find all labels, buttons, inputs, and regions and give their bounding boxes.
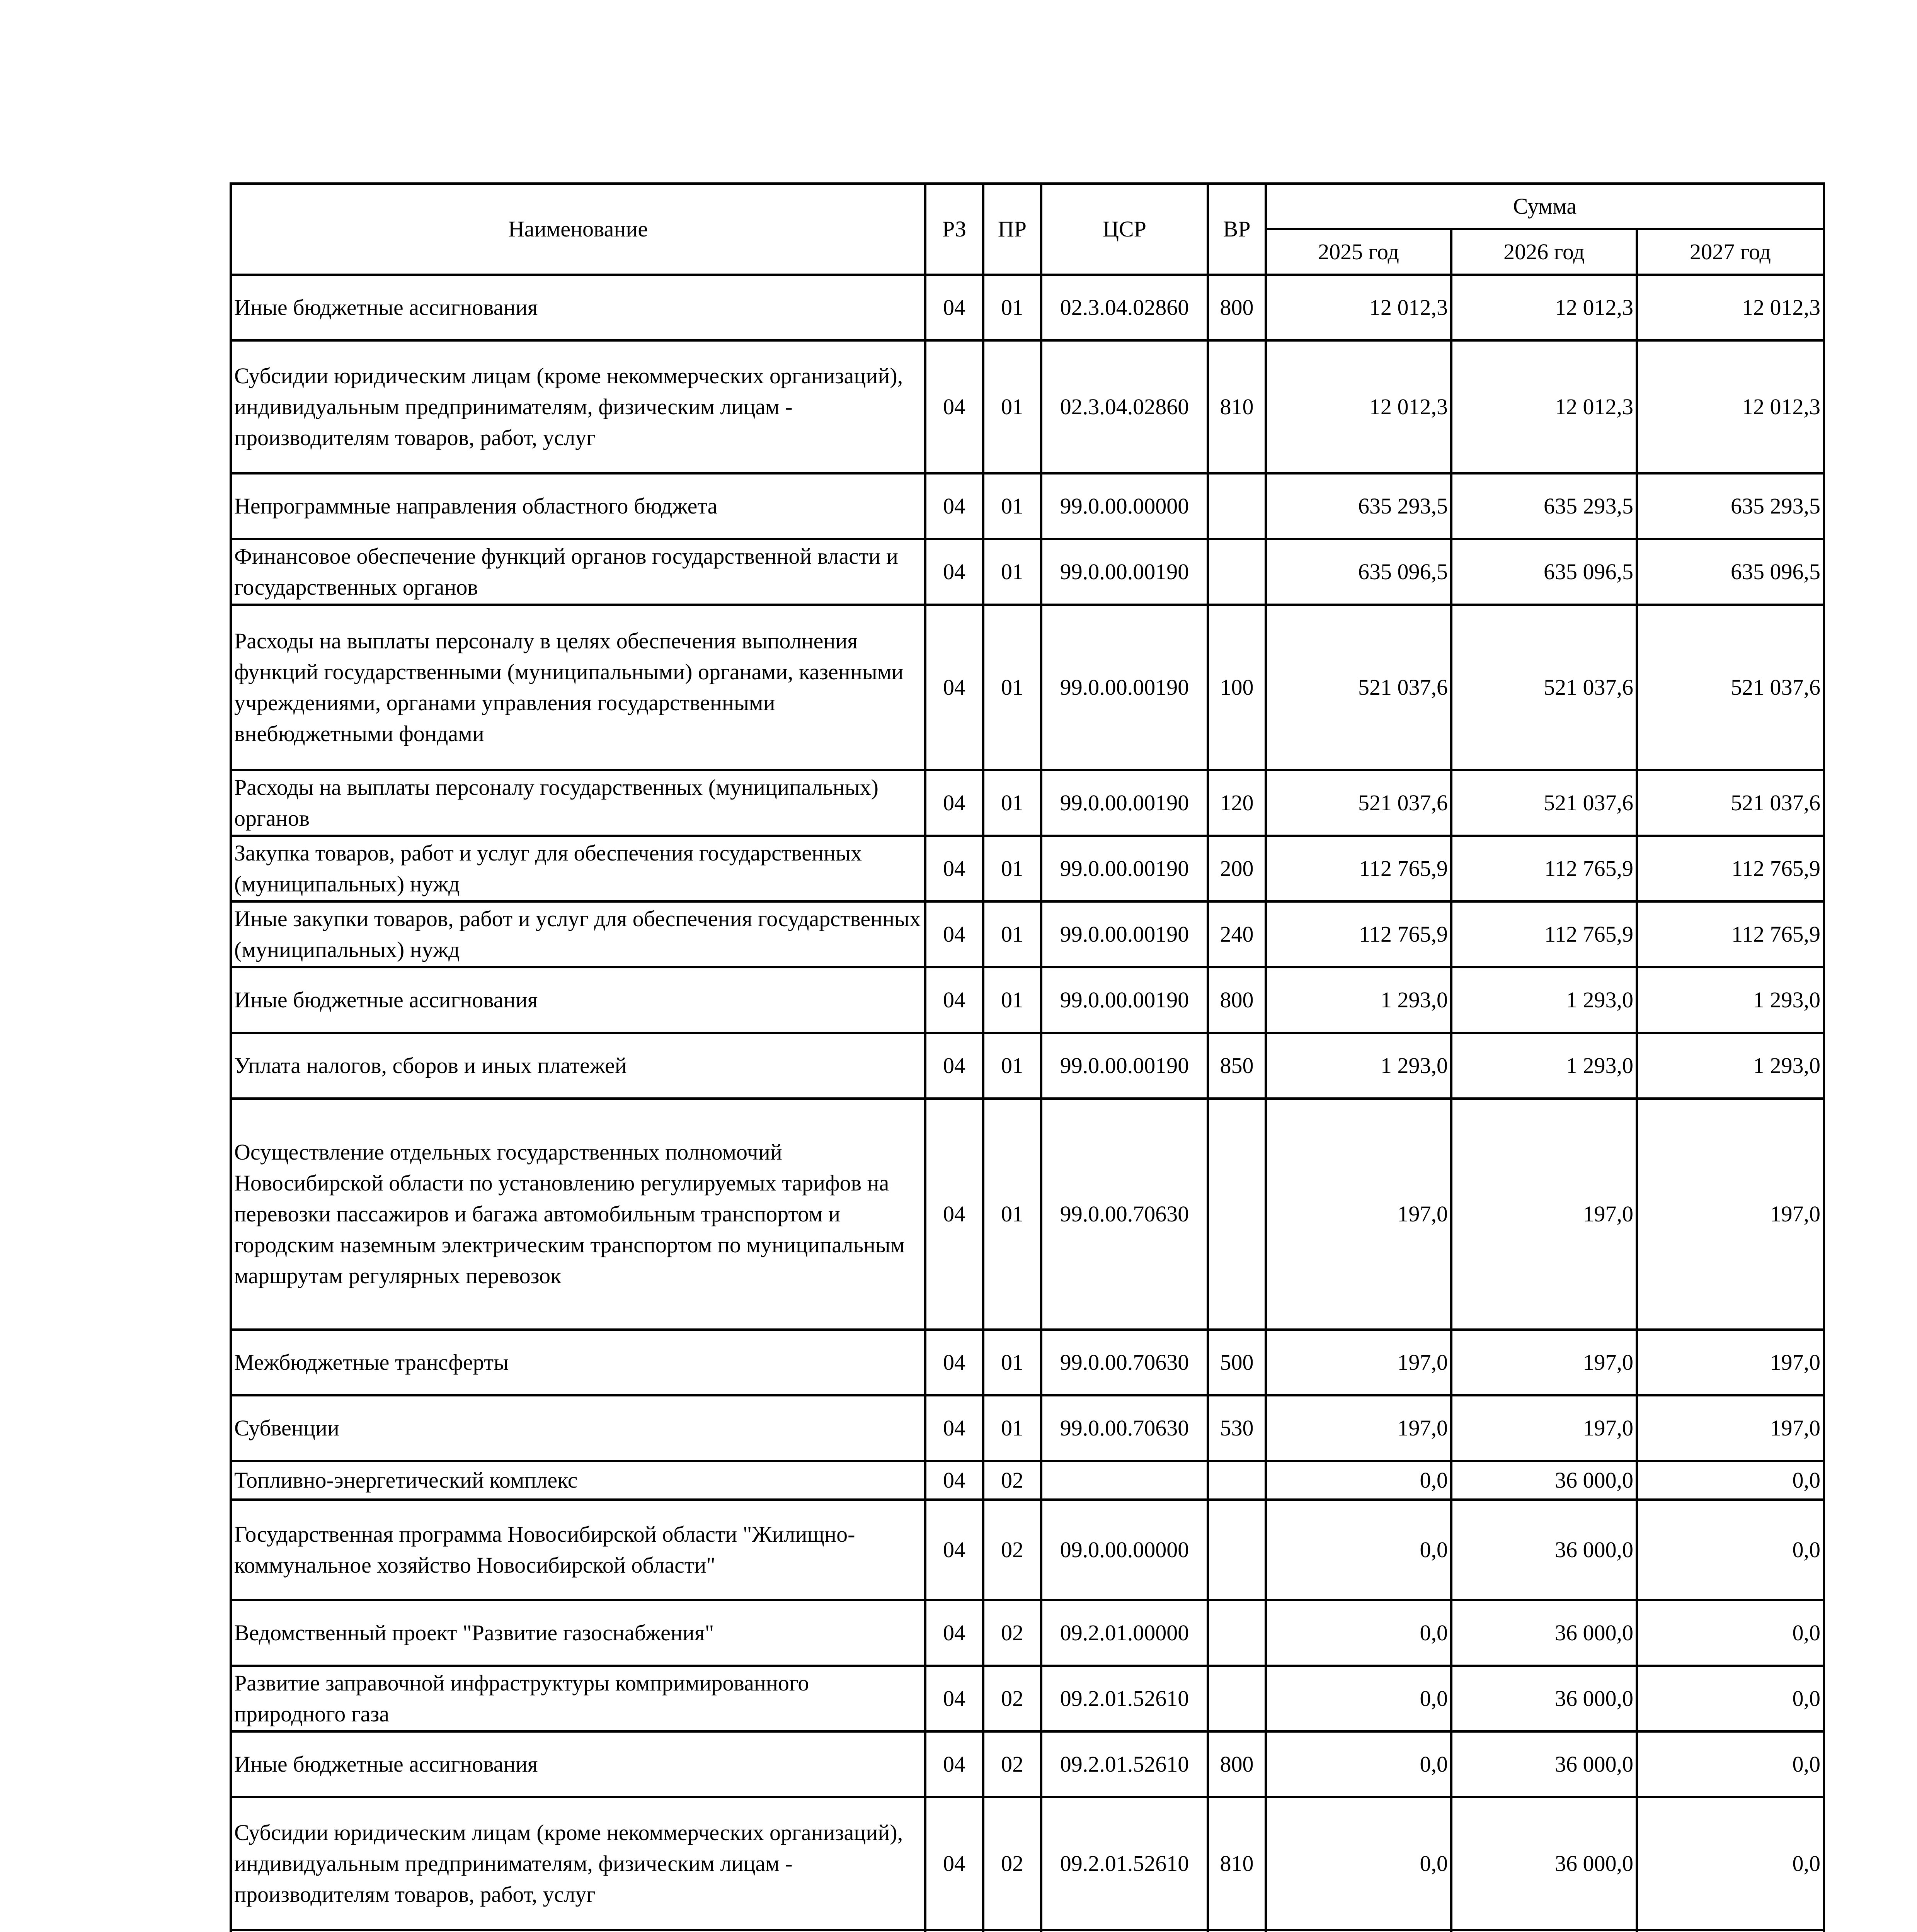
cell-vr [1208,1666,1266,1731]
cell-y2025: 112 765,9 [1266,836,1451,901]
cell-y2027: 0,0 [1637,1600,1824,1666]
cell-vr: 850 [1208,1033,1266,1099]
cell-pr: 01 [983,1330,1041,1395]
cell-name [231,1930,925,1932]
cell-y2027: 0,0 [1637,1461,1824,1500]
cell-name: Иные закупки товаров, работ и услуг для обеспечения государственных (муниципальных) нужд [231,901,925,967]
cell-y2025: 197,0 [1266,1330,1451,1395]
cell-name: Топливно-энергетический комплекс [231,1461,925,1500]
cell-name: Развитие заправочной инфраструктуры компримированного природного газа [231,1666,925,1731]
cell-y2027: 197,0 [1637,1099,1824,1330]
cell-pr: 01 [983,340,1041,473]
cell-y2027: 635 096,5 [1637,539,1824,605]
cell-y2026: 12 012,3 [1451,275,1637,340]
cell-rz: 04 [925,1500,983,1600]
header-pr: ПР [983,184,1041,275]
cell-y2026: 36 000,0 [1451,1500,1637,1600]
cell-name: Закупка товаров, работ и услуг для обеспечения государственных (муниципальных) нужд [231,836,925,901]
cell-y2026: 36 000,0 [1451,1797,1637,1930]
cell-y2026: 635 096,5 [1451,539,1637,605]
cell-csr: 09.2.01.52610 [1041,1731,1208,1797]
cell-csr: 99.0.00.00190 [1041,605,1208,770]
cell-name: Расходы на выплаты персоналу в целях обеспечения выполнения функций государственными (муниципальными) органами, казенными учреждениями, органами управления государственными внебюджетными фондами [231,605,925,770]
cell-vr: 800 [1208,275,1266,340]
cell-y2026: 197,0 [1451,1099,1637,1330]
cell-rz: 04 [925,1033,983,1099]
cell-csr: 09.0.00.00000 [1041,1500,1208,1600]
table-row [231,1600,1824,1666]
cell-vr [1208,1461,1266,1500]
table-row [231,539,1824,605]
cell-y2027: 112 765,9 [1637,836,1824,901]
table-row [231,473,1824,539]
cell-y2027: 0,0 [1637,1797,1824,1930]
cell-y2027: 112 765,9 [1637,901,1824,967]
cell-y2025: 12 012,3 [1266,340,1451,473]
cell-y2027: 197,0 [1637,1330,1824,1395]
cell-vr: 810 [1208,1797,1266,1930]
table-row [231,1461,1824,1500]
cell-name: Иные бюджетные ассигнования [231,1731,925,1797]
cell-y2027: 0,0 [1637,1731,1824,1797]
cell-vr [1208,1930,1266,1932]
cell-y2025: 197,0 [1266,1395,1451,1461]
cell-rz: 04 [925,1330,983,1395]
cell-csr: 02.3.04.02860 [1041,275,1208,340]
header-sum: Сумма [1266,184,1824,229]
cell-csr: 09.2.01.52610 [1041,1797,1208,1930]
cell-y2027: 0,0 [1637,1666,1824,1731]
cell-rz: 04 [925,770,983,836]
cell-y2025: 197,0 [1266,1099,1451,1330]
table-row [231,1930,1824,1932]
cell-vr: 500 [1208,1330,1266,1395]
cell-pr: 01 [983,473,1041,539]
cell-csr: 99.0.00.00190 [1041,836,1208,901]
cell-y2026: 1 293,0 [1451,967,1637,1033]
cell-vr: 240 [1208,901,1266,967]
cell-pr: 02 [983,1666,1041,1731]
cell-csr [1041,1930,1208,1932]
cell-y2025: 12 012,3 [1266,275,1451,340]
cell-y2026: 1 293,0 [1451,1033,1637,1099]
table-body [231,275,1824,1932]
cell-pr: 01 [983,967,1041,1033]
cell-y2027: 12 012,3 [1637,340,1824,473]
cell-vr: 800 [1208,1731,1266,1797]
header-year-2026: 2026 год [1451,229,1637,275]
cell-csr: 99.0.00.00190 [1041,770,1208,836]
cell-csr: 99.0.00.70630 [1041,1330,1208,1395]
cell-pr: 02 [983,1731,1041,1797]
cell-vr [1208,539,1266,605]
cell-name: Непрограммные направления областного бюджета [231,473,925,539]
cell-rz: 04 [925,1731,983,1797]
cell-name: Уплата налогов, сборов и иных платежей [231,1033,925,1099]
cell-rz: 04 [925,539,983,605]
cell-pr: 01 [983,1395,1041,1461]
cell-y2027: 521 037,6 [1637,770,1824,836]
cell-rz: 04 [925,1099,983,1330]
cell-y2026: 36 000,0 [1451,1461,1637,1500]
table-row [231,340,1824,473]
cell-name: Осуществление отдельных государственных полномочий Новосибирской области по установлению регулируемых тарифов на перевозки пассажиров и багажа автомобильным транспортом и городским наземным электрическим транспортом по муниципальным маршрутам регулярных перевозок [231,1099,925,1330]
cell-rz: 04 [925,967,983,1033]
cell-vr: 530 [1208,1395,1266,1461]
cell-pr: 01 [983,1033,1041,1099]
cell-csr: 99.0.00.00190 [1041,967,1208,1033]
cell-pr: 01 [983,605,1041,770]
table-row [231,967,1824,1033]
cell-name: Субвенции [231,1395,925,1461]
header-vr: ВР [1208,184,1266,275]
cell-y2025: 635 096,5 [1266,539,1451,605]
cell-vr: 120 [1208,770,1266,836]
cell-rz: 04 [925,901,983,967]
cell-pr: 01 [983,539,1041,605]
table-row [231,275,1824,340]
cell-csr: 09.2.01.00000 [1041,1600,1208,1666]
cell-name: Расходы на выплаты персоналу государственных (муниципальных) органов [231,770,925,836]
cell-rz: 04 [925,605,983,770]
table-row [231,1033,1824,1099]
cell-y2025: 0,0 [1266,1461,1451,1500]
cell-y2025: 1 293,0 [1266,967,1451,1033]
cell-y2026: 36 000,0 [1451,1600,1637,1666]
cell-y2026: 12 012,3 [1451,340,1637,473]
cell-y2026: 635 293,5 [1451,473,1637,539]
cell-y2026: 36 000,0 [1451,1731,1637,1797]
cell-rz [925,1930,983,1932]
cell-rz: 04 [925,1395,983,1461]
cell-vr [1208,1600,1266,1666]
budget-table [230,182,1825,1932]
cell-y2026: 197,0 [1451,1330,1637,1395]
cell-y2025: 0,0 [1266,1500,1451,1600]
cell-name: Ведомственный проект "Развитие газоснабжения" [231,1600,925,1666]
cell-y2027: 521 037,6 [1637,605,1824,770]
cell-rz: 04 [925,340,983,473]
cell-y2025: 521 037,6 [1266,770,1451,836]
cell-name: Межбюджетные трансферты [231,1330,925,1395]
cell-y2027: 1 293,0 [1637,967,1824,1033]
cell-name: Финансовое обеспечение функций органов государственной власти и государственных органов [231,539,925,605]
cell-name: Субсидии юридическим лицам (кроме некоммерческих организаций), индивидуальным предпринимателям, физическим лицам - производителям товаров, работ, услуг [231,1797,925,1930]
table-row [231,1395,1824,1461]
cell-pr: 01 [983,1099,1041,1330]
table-row [231,901,1824,967]
cell-y2025: 521 037,6 [1266,605,1451,770]
cell-vr [1208,1500,1266,1600]
cell-y2027: 1 293,0 [1637,1033,1824,1099]
cell-y2025: 0,0 [1266,1731,1451,1797]
cell-y2027: 0,0 [1637,1500,1824,1600]
cell-y2027: 12 012,3 [1637,275,1824,340]
cell-y2027: 635 293,5 [1637,473,1824,539]
cell-csr: 02.3.04.02860 [1041,340,1208,473]
cell-pr: 02 [983,1461,1041,1500]
cell-vr: 200 [1208,836,1266,901]
cell-y2026: 112 765,9 [1451,901,1637,967]
cell-name: Государственная программа Новосибирской области "Жилищно-коммунальное хозяйство Новосибирской области" [231,1500,925,1600]
cell-pr [983,1930,1041,1932]
cell-rz: 04 [925,836,983,901]
cell-y2025: 112 765,9 [1266,901,1451,967]
table-row [231,1500,1824,1600]
cell-y2026: 112 765,9 [1451,836,1637,901]
table-row [231,1797,1824,1930]
header-year-2025: 2025 год [1266,229,1451,275]
cell-vr [1208,1099,1266,1330]
cell-pr: 01 [983,275,1041,340]
cell-y2026: 521 037,6 [1451,770,1637,836]
cell-pr: 02 [983,1797,1041,1930]
cell-vr: 800 [1208,967,1266,1033]
cell-y2027: 197,0 [1637,1395,1824,1461]
cell-y2026: 197,0 [1451,1395,1637,1461]
cell-rz: 04 [925,1600,983,1666]
cell-rz: 04 [925,1461,983,1500]
table-row [231,770,1824,836]
cell-y2025 [1266,1930,1451,1932]
cell-csr: 99.0.00.00190 [1041,901,1208,967]
cell-y2025: 0,0 [1266,1797,1451,1930]
cell-y2025: 1 293,0 [1266,1033,1451,1099]
table-row [231,605,1824,770]
cell-csr: 99.0.00.00000 [1041,473,1208,539]
cell-csr: 99.0.00.00190 [1041,1033,1208,1099]
cell-csr [1041,1461,1208,1500]
header-csr: ЦСР [1041,184,1208,275]
cell-y2027 [1637,1930,1824,1932]
cell-vr: 100 [1208,605,1266,770]
table-row [231,1731,1824,1797]
cell-rz: 04 [925,1666,983,1731]
cell-name: Иные бюджетные ассигнования [231,275,925,340]
table-row [231,1666,1824,1731]
cell-csr: 99.0.00.00190 [1041,539,1208,605]
cell-pr: 02 [983,1500,1041,1600]
cell-y2025: 0,0 [1266,1666,1451,1731]
table-row [231,1330,1824,1395]
header-rz: РЗ [925,184,983,275]
cell-y2025: 0,0 [1266,1600,1451,1666]
cell-y2025: 635 293,5 [1266,473,1451,539]
cell-y2026 [1451,1930,1637,1932]
table-row [231,836,1824,901]
cell-csr: 99.0.00.70630 [1041,1395,1208,1461]
cell-pr: 01 [983,770,1041,836]
cell-vr [1208,473,1266,539]
cell-csr: 99.0.00.70630 [1041,1099,1208,1330]
cell-pr: 01 [983,836,1041,901]
cell-rz: 04 [925,1797,983,1930]
cell-pr: 02 [983,1600,1041,1666]
cell-rz: 04 [925,473,983,539]
cell-pr: 01 [983,901,1041,967]
cell-name: Субсидии юридическим лицам (кроме некоммерческих организаций), индивидуальным предпринимателям, физическим лицам - производителям товаров, работ, услуг [231,340,925,473]
table-row [231,1099,1824,1330]
cell-y2026: 36 000,0 [1451,1666,1637,1731]
header-name: Наименование [231,184,925,275]
cell-y2026: 521 037,6 [1451,605,1637,770]
cell-vr: 810 [1208,340,1266,473]
cell-name: Иные бюджетные ассигнования [231,967,925,1033]
header-year-2027: 2027 год [1637,229,1824,275]
cell-csr: 09.2.01.52610 [1041,1666,1208,1731]
cell-rz: 04 [925,275,983,340]
